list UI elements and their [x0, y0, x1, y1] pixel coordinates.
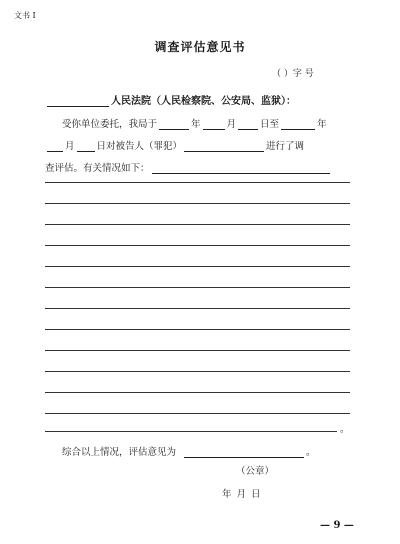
blank-line[interactable]	[45, 329, 350, 330]
body-line-1	[62, 116, 327, 130]
end-day-blank[interactable]	[77, 140, 95, 152]
document-label: 文书 I	[14, 11, 36, 20]
blank-line[interactable]	[45, 308, 350, 309]
official-seal: （公章）	[236, 466, 275, 477]
situation-blank[interactable]	[152, 162, 330, 174]
blank-line[interactable]	[45, 266, 350, 267]
month-label-2: 月	[65, 141, 75, 152]
defendant-text: 日对被告人（罪犯）	[96, 141, 183, 152]
survey-text: 查评估。有关情况如下：	[45, 163, 150, 174]
end-month-blank[interactable]	[47, 140, 63, 152]
blank-line[interactable]	[45, 392, 350, 393]
document-number: （ ）字 号	[272, 69, 314, 79]
start-month-blank[interactable]	[203, 118, 225, 130]
conducted-text: 进行了调	[266, 141, 305, 152]
defendant-name-blank[interactable]	[184, 140, 264, 152]
blank-line[interactable]	[45, 245, 350, 246]
court-name-blank[interactable]	[47, 95, 109, 107]
blank-line[interactable]	[45, 413, 350, 414]
start-year-blank[interactable]	[159, 118, 189, 130]
addressee-text: 人民法院（人民检察院、公安局、监狱）：	[111, 96, 296, 107]
year-label: 年	[191, 119, 201, 130]
month-label: 月	[226, 119, 237, 130]
opinion-blank[interactable]	[184, 446, 304, 458]
blank-line[interactable]	[45, 182, 350, 183]
year-label-2: 年	[317, 119, 327, 130]
page-title: 调查评估意见书	[154, 40, 246, 54]
blank-line[interactable]	[45, 350, 350, 351]
conclusion-line	[62, 444, 316, 458]
body-line-3	[45, 160, 332, 174]
addressee-line	[45, 92, 296, 107]
conclusion-text: 综合以上情况，评估意见为	[62, 447, 177, 458]
start-day-blank[interactable]	[238, 118, 258, 130]
body-line-2	[45, 138, 304, 152]
blank-line[interactable]	[45, 203, 350, 204]
conclusion-end: 。	[306, 447, 316, 458]
blank-line[interactable]	[45, 371, 350, 372]
entrust-text: 受你单位委托，我局于	[62, 119, 158, 130]
period-mark: 。	[340, 424, 350, 435]
end-year-blank[interactable]	[281, 118, 315, 130]
day-to-label: 日至	[260, 119, 280, 130]
date-line: 年 月 日	[222, 489, 261, 500]
blank-line-last[interactable]	[45, 431, 337, 432]
blank-line[interactable]	[45, 224, 350, 225]
blank-line[interactable]	[45, 287, 350, 288]
page-number: — 9 —	[320, 520, 354, 531]
